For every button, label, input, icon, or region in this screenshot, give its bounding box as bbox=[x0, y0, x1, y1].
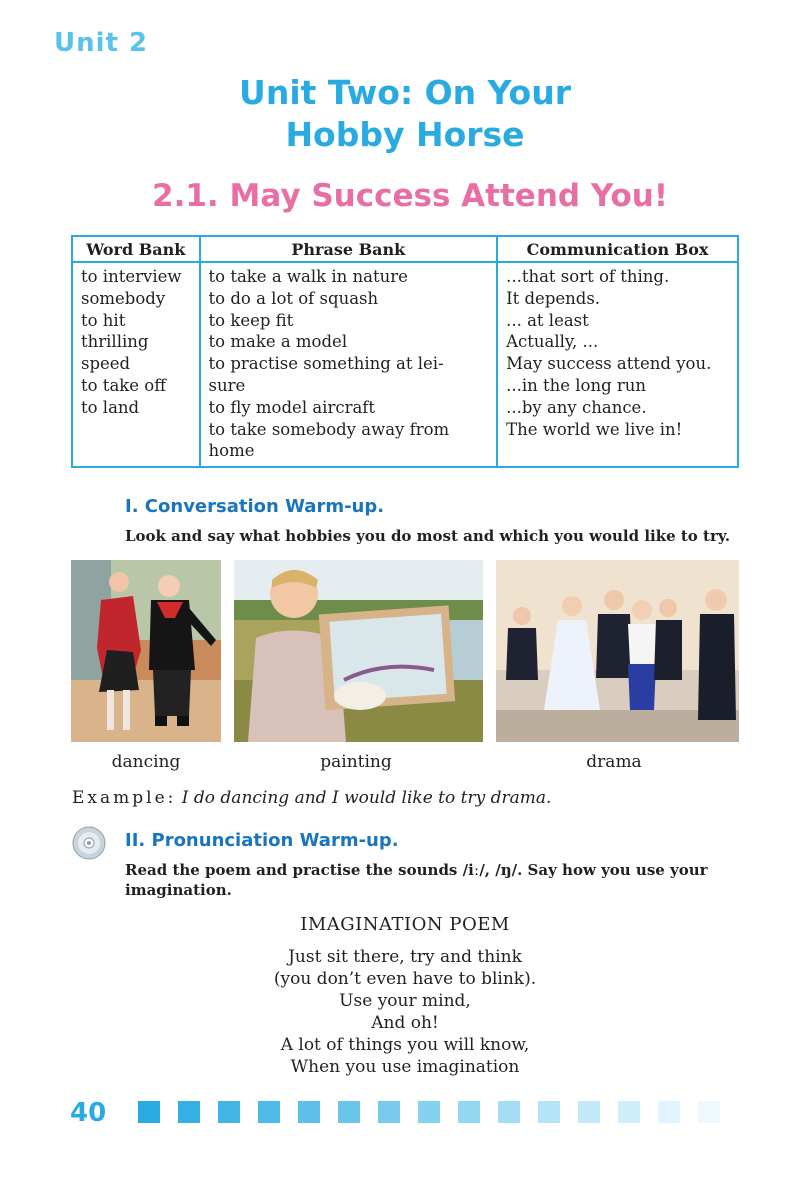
word-bank-item: thrilling bbox=[81, 332, 149, 352]
dancing-photo bbox=[71, 560, 221, 742]
communication-box-header: Communication Box bbox=[497, 236, 738, 262]
communication-item: ...in the long run bbox=[506, 375, 647, 395]
phrase-bank-item: to take somebody away from bbox=[208, 419, 450, 439]
painting-photo bbox=[234, 560, 483, 742]
phrase-bank-cell bbox=[200, 262, 498, 467]
unit-title bbox=[150, 72, 660, 156]
phrase-bank-item: to practise something at lei- bbox=[208, 354, 444, 374]
phrase-bank-item: to do a lot of squash bbox=[208, 288, 379, 308]
phrase-bank-item: sure bbox=[208, 375, 246, 395]
word-bank-item: to land bbox=[81, 397, 140, 417]
unit-title-line2: Hobby Horse bbox=[285, 115, 525, 154]
lesson-title-text: May Success Attend You! bbox=[229, 178, 668, 214]
example-line bbox=[72, 788, 551, 808]
caption-drama: drama bbox=[586, 752, 642, 772]
communication-item: Actually, ... bbox=[506, 332, 599, 352]
poem-line: (you don’t even have to blink). bbox=[273, 969, 537, 989]
phrase-bank-item: to take a walk in nature bbox=[208, 267, 408, 286]
communication-item: It depends. bbox=[506, 288, 601, 308]
caption-dancing: dancing bbox=[111, 752, 181, 772]
communication-item: The world we live in! bbox=[506, 419, 683, 439]
poem-title: IMAGINATION POEM bbox=[300, 914, 510, 935]
word-bank-item: somebody bbox=[81, 288, 166, 308]
example-text: I do dancing and I would like to try drama. bbox=[181, 788, 552, 808]
drama-photo bbox=[496, 560, 739, 742]
communication-item: ...by any chance. bbox=[506, 397, 647, 417]
vocabulary-table bbox=[71, 235, 739, 468]
word-bank-item: speed bbox=[81, 354, 131, 374]
section-pronunciation-instruction: Read the poem and practise the sounds /iː/, /ŋ/. Say how you use your imagination. bbox=[125, 861, 708, 899]
phrase-bank-item: home bbox=[208, 441, 255, 461]
example-label: Example: bbox=[72, 788, 177, 808]
lesson-title bbox=[120, 178, 700, 214]
word-bank-item: to take off bbox=[81, 375, 166, 395]
phrase-bank-item: to keep fit bbox=[208, 310, 294, 330]
phrase-bank-header: Phrase Bank bbox=[200, 236, 498, 262]
poem-line: Just sit there, try and think bbox=[288, 947, 522, 967]
word-bank-cell bbox=[72, 262, 200, 467]
unit-label: Unit 2 bbox=[54, 28, 149, 58]
communication-box-cell bbox=[497, 262, 738, 467]
poem-line: And oh! bbox=[371, 1013, 439, 1033]
communication-item: ... at least bbox=[506, 310, 589, 330]
unit-title-line1: Unit Two: On Your bbox=[239, 73, 571, 112]
cd-icon[interactable] bbox=[72, 826, 106, 860]
phrase-bank-item: to make a model bbox=[208, 332, 348, 352]
poem-line: A lot of things you will know, bbox=[280, 1035, 530, 1055]
communication-item: ...that sort of thing. bbox=[506, 267, 670, 286]
section-conversation-instruction: Look and say what hobbies you do most and which you would like to try. bbox=[125, 527, 731, 545]
poem bbox=[200, 946, 610, 1078]
communication-item: May success attend you. bbox=[506, 354, 712, 374]
word-bank-header: Word Bank bbox=[72, 236, 200, 262]
phrase-bank-item: to fly model aircraft bbox=[208, 397, 376, 417]
lesson-number: 2.1. bbox=[152, 178, 219, 214]
word-bank-item: to interview bbox=[81, 267, 182, 286]
poem-line: When you use imagination bbox=[290, 1057, 520, 1077]
word-bank-item: to hit bbox=[81, 310, 126, 330]
section-pronunciation-heading: II. Pronunciation Warm-up. bbox=[125, 830, 399, 851]
poem-line: Use your mind, bbox=[339, 991, 471, 1011]
section-conversation-heading: I. Conversation Warm-up. bbox=[125, 496, 385, 517]
page-number: 40 bbox=[70, 1098, 107, 1128]
caption-painting: painting bbox=[320, 752, 392, 772]
